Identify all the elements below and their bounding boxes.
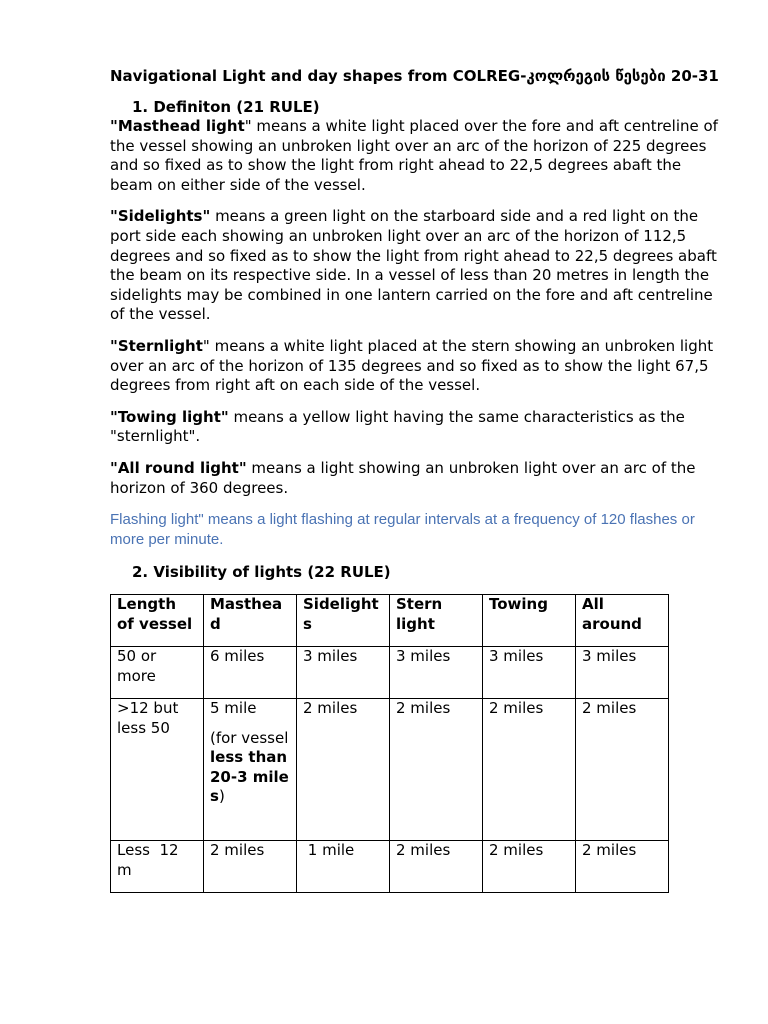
table-cell: 3 miles bbox=[576, 647, 669, 699]
definition-term: "Sidelights" bbox=[110, 207, 211, 226]
masthead-value: 5 mile bbox=[210, 699, 257, 718]
table-cell: 3 miles bbox=[483, 647, 576, 699]
definition-text: means a green light on the starboard side and a red light on the port side each showing an unbroken light over an arc of the horizon of 112,5 degrees and so fixed as to show the light from right ahead to 22,5 degrees abaft the beam on its respective side. In a vessel of less than 20 metres in length the sidelights may be combined in one lantern carried on the fore and aft centreline of the vessel. bbox=[110, 207, 717, 324]
definition-sternlight bbox=[110, 337, 720, 396]
definition-text: " means a white light placed at the stern showing an unbroken light over an arc of the horizon of 135 degrees and so fixed as to show the light 67,5 degrees from right aft on each side of the vessel. bbox=[110, 336, 714, 395]
table-cell: 2 miles bbox=[483, 841, 576, 893]
table-cell: Less 12 m bbox=[111, 841, 204, 893]
definition-sidelights bbox=[110, 207, 720, 325]
definition-term: "Sternlight bbox=[110, 336, 203, 355]
definition-masthead bbox=[110, 117, 720, 195]
definition-term: "All round light" bbox=[110, 458, 247, 477]
header-length-of-vessel: Length of vessel bbox=[111, 595, 204, 647]
table-cell: 2 miles bbox=[390, 699, 483, 841]
table-row bbox=[111, 647, 669, 699]
definition-flashing-light: Flashing light" means a light flashing at regular intervals at a frequency of 120 flashes or more per minute. bbox=[110, 511, 695, 549]
table-cell: 2 miles bbox=[204, 841, 297, 893]
section-heading-visibility: 2. Visibility of lights (22 RULE) bbox=[132, 563, 391, 582]
table-cell: 2 miles bbox=[576, 699, 669, 841]
note-bold: less than 20-3 miles bbox=[210, 748, 289, 806]
table-cell: 2 miles bbox=[390, 841, 483, 893]
header-all-around: All around bbox=[576, 595, 669, 647]
note-suffix: ) bbox=[218, 787, 225, 806]
header-sidelights: Sidelights bbox=[297, 595, 390, 647]
table-cell: 3 miles bbox=[297, 647, 390, 699]
table-cell-masthead-note bbox=[204, 699, 297, 841]
table-cell: 1 mile bbox=[297, 841, 390, 893]
header-stern-light: Stern light bbox=[390, 595, 483, 647]
note-prefix: (for vessel bbox=[210, 728, 289, 747]
definition-all-round-light bbox=[110, 459, 720, 498]
document-content bbox=[110, 66, 720, 893]
table-cell: 2 miles bbox=[297, 699, 390, 841]
table-cell: 2 miles bbox=[483, 699, 576, 841]
table-cell: 3 miles bbox=[390, 647, 483, 699]
table-cell: 6 miles bbox=[204, 647, 297, 699]
header-masthead: Masthead bbox=[204, 595, 297, 647]
header-towing: Towing bbox=[483, 595, 576, 647]
definition-text: means a yellow light having the same characteristics as the "sternlight". bbox=[110, 407, 685, 446]
table-row bbox=[111, 699, 669, 841]
table-cell: 50 or more bbox=[111, 647, 204, 699]
table-header-row bbox=[111, 595, 669, 647]
table-cell: >12 but less 50 bbox=[111, 699, 204, 841]
masthead-note bbox=[210, 729, 289, 806]
definition-text: " means a white light placed over the fore and aft centreline of the vessel showing an unbroken light over an arc of the horizon of 225 degrees and so fixed as to show the light from right ahead to 22,5 degrees abaft the beam on either side of the vessel. bbox=[110, 117, 718, 194]
definition-term: "Masthead light bbox=[110, 117, 245, 135]
definition-text: means a light showing an unbroken light over an arc of the horizon of 360 degrees. bbox=[110, 458, 696, 497]
visibility-table bbox=[110, 594, 669, 893]
document-title: Navigational Light and day shapes from COLREG-კოლრეგის წესები 20-31 bbox=[110, 67, 719, 85]
table-cell: 2 miles bbox=[576, 841, 669, 893]
definition-term: "Towing light" bbox=[110, 407, 229, 426]
definition-towing-light bbox=[110, 408, 720, 447]
table-row bbox=[111, 841, 669, 893]
section-heading-definitions: 1. Definiton (21 RULE) bbox=[132, 98, 320, 116]
